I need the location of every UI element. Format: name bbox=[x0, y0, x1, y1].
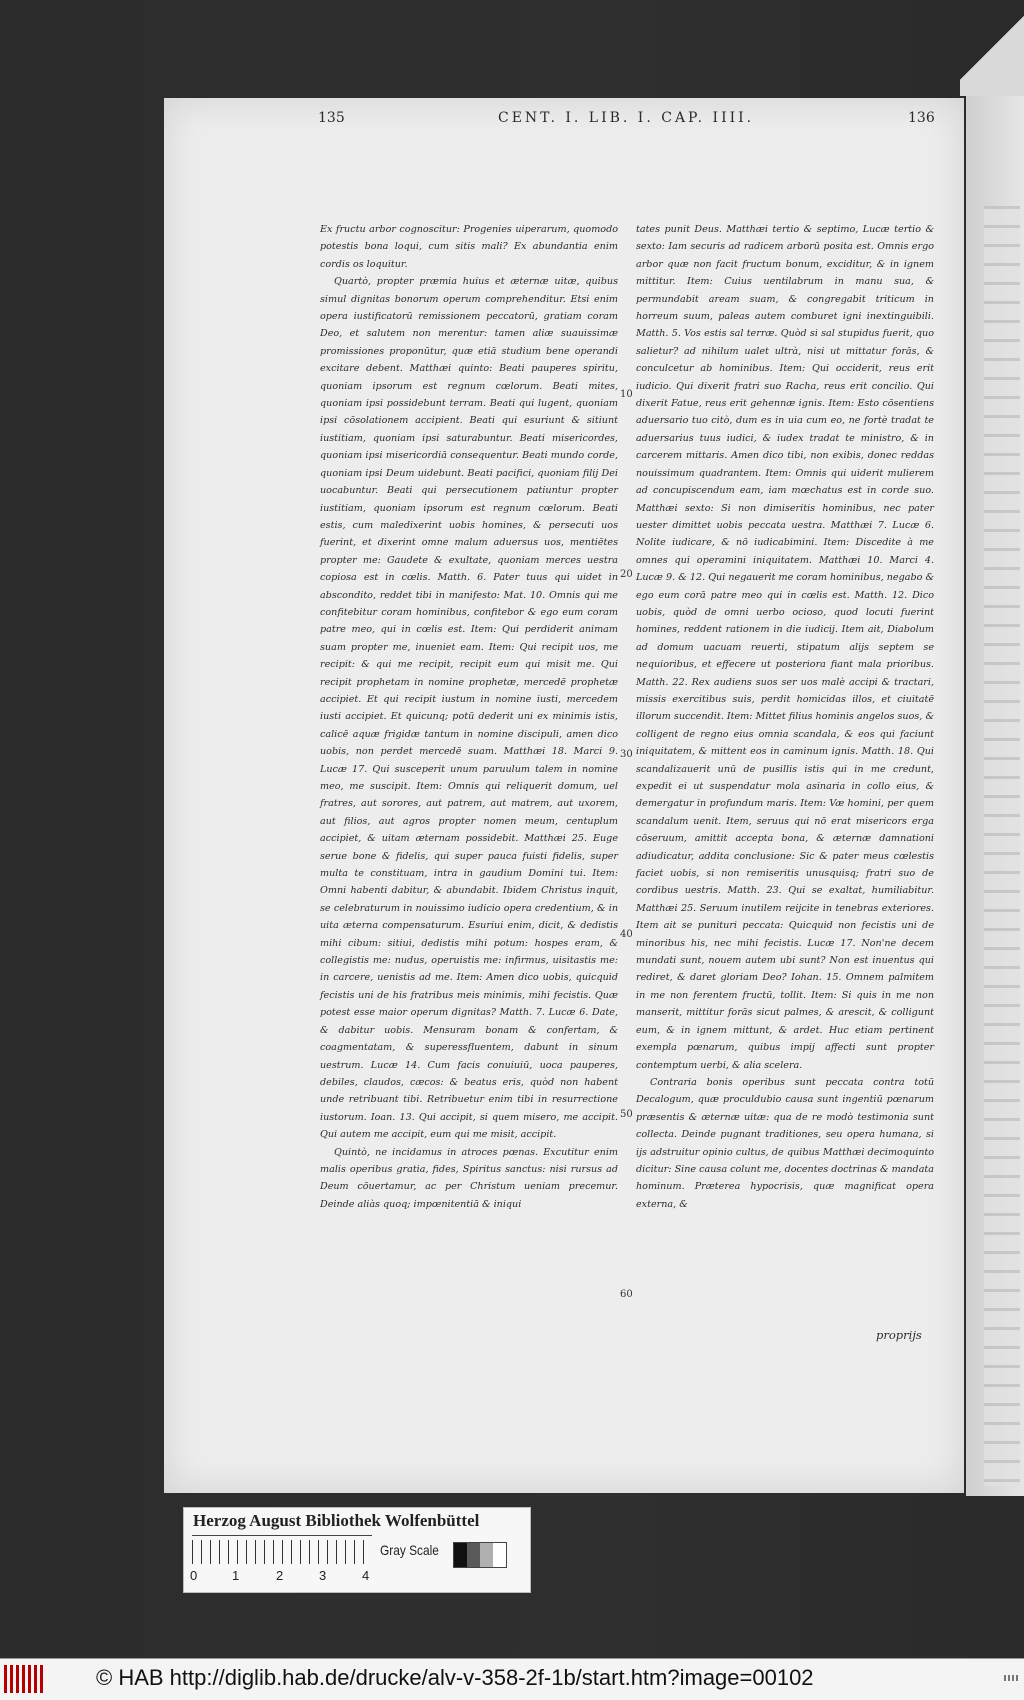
left-paragraph: Quintò, ne incidamus in atroces pœnas. Excutitur enim malis operibus gratia, fides, Spiritus sanctus: nisi rursus ad Deum cōuertamur, ac per Christum ueniam precemur. Deinde aliàs quoq; impœnitentiā & iniqui bbox=[320, 1146, 618, 1210]
library-name: Herzog August Bibliothek Wolfenbüttel bbox=[193, 1511, 480, 1530]
footer-mark-icon bbox=[1004, 1675, 1018, 1681]
running-head: CENT. I. LIB. I. CAP. IIII. bbox=[498, 110, 755, 126]
library-scale-card bbox=[183, 1507, 531, 1593]
page-number-left: 135 bbox=[318, 110, 345, 126]
line-number: 30 bbox=[620, 749, 633, 760]
left-text-column bbox=[320, 221, 618, 1213]
page-header bbox=[318, 110, 935, 132]
ruler-number: 1 bbox=[232, 1568, 240, 1583]
measurement-ruler bbox=[192, 1540, 372, 1564]
right-text-column bbox=[636, 221, 934, 1213]
gray-swatch bbox=[467, 1543, 480, 1567]
ruler-number: 4 bbox=[362, 1568, 370, 1583]
scan-corner bbox=[960, 0, 1024, 96]
left-paragraph: Ex fructu arbor cognoscitur: Progenies uiperarum, quomodo potestis bona loqui, cum sitis mali? Ex abundantia enim cordis os loquitur. bbox=[320, 224, 618, 270]
left-paragraph: Quartò, propter præmia huius et æternæ uitæ, quibus simul dignitas bonorum operum comprehenditur. Etsi enim opera iustificatorū remissionem peccatorū, gratiam coram Deo, et salutem non merentur: tamen aliæ suauissimæ promissiones proponūtur, quæ etiā studium bene operandi excitare debent. Matthæi quinto: Beati pauperes spiritu, quoniam ipsorum est regnum cœlorum. Beati mites, quoniam ipsi possidebunt terram. Beati qui lugent, quoniam ipsi cōsolationem accipient. Beati qui esuriunt & sitiunt iustitiam, quoniam ipsi saturabuntur. Beati misericordes, quoniam ipsi misericordiā consequentur. Beati mundo corde, quoniam ipsi Deum uidebunt. Beati pacifici, quoniam filij Dei uocabuntur. Beati qui persecutionem patiuntur propter iustitiam, quoniam ipsorum est regnum cœlorum. Beati estis, cum maledixerint uobis homines, & persecuti uos fuerint, et dixerint omne malum aduersus uos, mentiētes propter me: Gaudete & exultate, quoniam merces uestra copiosa est in cœlis. Matth. 6. Pater tuus qui uidet in abscondito, reddet tibi in manifesto: Mat. 10. Omnis qui me confitebitur coram hominibus, confitebor & ego eum coram patre meo, qui in cœlis est. Item: Qui perdiderit animam suam propter me, inueniet eam. Item: Qui recipit uos, me recipit: & qui me recipit, recipit eum qui misit me. Qui recipit prophetam in nomine prophetæ, mercedē prophetæ accipiet. Et qui recipit iustum in nomine iusti, mercedem iusti accipiet. Et quicunq; potū dederit uni ex minimis istis, calicē aquæ frigidæ tantum in nomine discipuli, amen dico uobis, non perdet mercedē suam. Matthæi 18. Marci 9. Lucæ 17. Qui susceperit unum paruulum talem in nomine meo, me suscipit. Item: Omnis qui reliquerit domum, uel fratres, aut sorores, aut patrem, aut matrem, aut uxorem, aut filios, aut agros propter nomen meum, centuplum accipiet, & uitam æternam possidebit. Matthæi 25. Euge serue bone & fidelis, qui super pauca fuisti fidelis, super multa te constituam, intra in gaudium Domini tui. Item: Omni habenti dabitur, & abundabit. Ibidem Christus inquit, se celebraturum in nouissimo iudicio opera credentium, & in uita æterna compensaturum. Esuriui enim, dicit, & dedistis mihi cibum: sitiui, dedistis mihi potum: hospes eram, & collegistis me: nudus, operuistis me: infirmus, uisitastis me: in carcere, uenistis ad me. Item: Amen dico uobis, quicquid fecistis uni de his fratribus meis minimis, mihi fecistis. Quæ potest esse maior operum dignitas? Matth. 7. Lucæ 6. Date, & dabitur uobis. Mensuram bonam & confertam, & coagmentatam, & superessfluentem, dabunt in sinum uestrum. Lucæ 14. Cum facis conuiuiū, uoca pauperes, debiles, claudos, cæcos: & beatus eris, quòd non habent unde retribuant tibi. Retribuetur enim tibi in resurrectione iustorum. Ioan. 13. Qui accipit, si quem misero, me accipit. Qui autem me accipit, eum qui me misit, accipit. bbox=[320, 276, 618, 1141]
card-divider bbox=[192, 1535, 372, 1536]
page-number-right: 136 bbox=[908, 110, 935, 126]
ruler-number: 0 bbox=[190, 1568, 198, 1583]
right-paragraph: tates punit Deus. Matthæi tertio & septimo, Lucæ tertio & sexto: Iam securis ad radicem arborū posita est. Omnis ergo arbor quæ non facit fructum bonum, exciditur, & in ignem mittitur. Item: Cuius uentilabrum in manu sua, & permundabit aream suam, & congregabit triticum in horreum suum, paleas autem comburet igni inextinguibili. Matth. 5. Vos estis sal terræ. Quòd si sal stupidus fuerit, quo salietur? ad nihilum ualet ultrà, nisi ut mittatur forās, & conculcetur ab hominibus. Item: Qui occiderit, reus erit iudicio. Qui dixerit fratri suo Racha, reus erit concilio. Qui dixerit Fatue, reus erit gehennæ ignis. Item: Esto cōsentiens aduersario tuo citò, dum es in uia cum eo, ne fortè tradat te aduersarius tuus iudici, & iudex tradat te ministro, & in carcerem mittaris. Amen dico tibi, non exibis, donec reddas nouissimum quadrantem. Item: Omnis qui uiderit mulierem ad concupiscendum eam, iam mœchatus est in corde suo. Matthæi sexto: Si non dimiseritis hominibus, nec pater uester dimittet uobis peccata uestra. Matthæi 7. Lucæ 6. Nolite iudicare, & nō iudicabimini. Item: Discedite à me omnes qui operamini iniquitatem. Matthæi 10. Marci 4. Lucæ 9. & 12. Qui negauerit me coram hominibus, negabo & ego eum corā patre meo qui in cœlis est. Matth. 12. Dico uobis, quòd de omni uerbo ocioso, quod locuti fuerint homines, reddent rationem in die iudicij. Item ait, Diabolum ad domum uacuam reuerti, stipatum alijs septem se nequioribus, et effecere ut posteriora fiant mala prioribus. Matth. 22. Rex audiens suos ser uos malè accipi & tractari, missis exercitibus suis, perdit homicidas illos, et ciuitatē illorum succendit. Item: Mittet filius hominis angelos suos, & colligent de regno eius omnia scandala, & eos qui faciunt iniquitatem, & mittent eos in caminum ignis. Matth. 18. Qui scandalizauerit unū de pusillis istis qui in me credunt, expedit ei ut suspendatur mola asinaria in collo eius, & demergatur in profundum maris. Item: Væ homini, per quem scandalum uenit. Item, seruus qui nō erat misericors erga cōseruum, amittit accepta bona, & æternæ damnationi adiudicatur, addita conclusione: Sic & pater meus cœlestis faciet uobis, si non remiseritis unusquisq; fratri suo de cordibus uestris. Matth. 23. Qui se exaltat, humiliabitur. Matthæi 25. Seruum inutilem reijcite in tenebras exteriores. Item ait se punituri peccata: Quicquid non fecistis uni de minoribus his, nec mihi fecistis. Lucæ 17. Non'ne decem mundati sunt, nouem autem ubi sunt? Non est inuentus qui rediret, & daret gloriam Deo? Iohan. 15. Omnem palmitem in me non ferentem fructū, tollit. Item: Si quis in me non manserit, mittitur forās sicut palmes, & arescit, & colligunt eum, & in ignem mittunt, & ardet. Huc etiam pertinent exempla pœnarum, quibus impij affecti sunt propter contemptum uerbi, & alia scelera. bbox=[636, 224, 934, 1071]
catchword: proprijs bbox=[876, 1328, 922, 1342]
ruler-number: 2 bbox=[276, 1568, 284, 1583]
gray-swatch bbox=[480, 1543, 493, 1567]
ruler-number: 3 bbox=[319, 1568, 327, 1583]
copyright-url[interactable]: © HAB http://diglib.hab.de/drucke/alv-v-358-2f-1b/start.htm?image=00102 bbox=[96, 1665, 814, 1690]
facing-page-edge bbox=[966, 96, 1024, 1496]
ruler-numbers bbox=[192, 1568, 382, 1586]
line-number: 40 bbox=[620, 929, 633, 940]
line-number: 50 bbox=[620, 1109, 633, 1120]
gray-scale-label: Gray Scale bbox=[380, 1542, 439, 1558]
hab-logo-icon bbox=[4, 1665, 46, 1693]
right-paragraph: Contraria bonis operibus sunt peccata contra totū Decalogum, quæ proculdubio causa sunt ingentiū pœnarum præsentis & æternæ uitæ: qua de re modò testimonia sunt collecta. Deinde pugnant traditiones, seu opera humana, si ijs adstruitur opinio cultus, de quibus Matthæi decimoquinto dicitur: Sine causa colunt me, docentes doctrinas & mandata hominum. Præterea hypocrisis, quæ magnificat opera externa, & bbox=[636, 1076, 934, 1210]
gray-swatch bbox=[493, 1543, 506, 1567]
line-number: 10 bbox=[620, 389, 633, 400]
gray-swatch bbox=[454, 1543, 467, 1567]
gray-scale-swatches bbox=[453, 1542, 507, 1568]
viewer-footer bbox=[0, 1658, 1024, 1700]
line-number: 20 bbox=[620, 569, 633, 580]
facing-page-text-strip bbox=[984, 206, 1020, 1486]
line-number: 60 bbox=[620, 1289, 633, 1300]
